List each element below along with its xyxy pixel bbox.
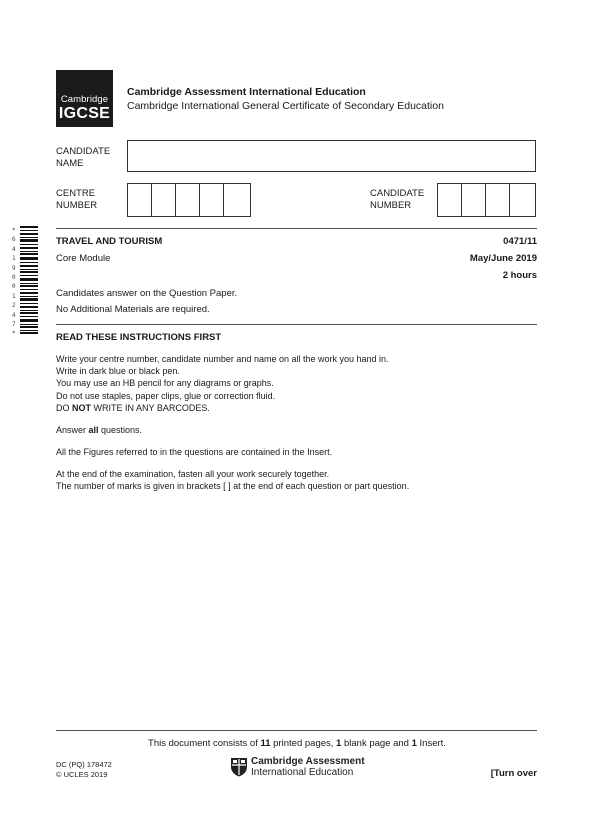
- materials-text: No Additional Materials are required.: [56, 304, 210, 315]
- centre-number-cell[interactable]: [224, 184, 248, 216]
- candidate-number-cell[interactable]: [486, 184, 510, 216]
- instructions-list: [56, 353, 536, 414]
- candidate-number-cell[interactable]: [438, 184, 462, 216]
- instruction-line: Write in dark blue or black pen.: [56, 366, 180, 377]
- logo-main-text: IGCSE: [58, 105, 111, 122]
- centre-number-label: CENTRE NUMBER: [56, 188, 98, 211]
- page-count-text: This document consists of 11 printed pages, 1 blank page and 1 Insert.: [148, 738, 446, 749]
- figures-instruction: All the Figures referred to in the questions are contained in the Insert.: [56, 447, 333, 457]
- instructions-heading: READ THESE INSTRUCTIONS FIRST: [56, 332, 222, 343]
- barcode-digits: * 6 4 1 9 0 0 1 2 4 7 *: [12, 227, 16, 338]
- divider-footer: [56, 730, 537, 731]
- instruction-line: Write your centre number, candidate number and name on all the work you hand in.: [56, 354, 389, 364]
- document-reference: DC (PQ) 178472 © UCLES 2019: [56, 760, 112, 779]
- candidate-number-field[interactable]: [437, 183, 536, 217]
- paper-code: 0471/11: [503, 236, 537, 247]
- component-name: Core Module: [56, 253, 111, 264]
- exam-duration: 2 hours: [502, 270, 537, 281]
- end-instructions: At the end of the examination, fasten all your work securely together. The number of marks is given in brackets [ ] at the end of each question or part question.: [56, 469, 410, 492]
- instruction-line: DO NOT WRITE IN ANY BARCODES.: [56, 402, 210, 413]
- cambridge-wordmark: Cambridge Assessment International Education: [251, 756, 365, 778]
- instruction-line: You may use an HB pencil for any diagrams or graphs.: [56, 378, 274, 389]
- barcode: [20, 226, 38, 334]
- centre-number-cell[interactable]: [200, 184, 224, 216]
- centre-number-cell[interactable]: [176, 184, 200, 216]
- candidate-name-label: CANDIDATE NAME: [56, 146, 111, 169]
- candidate-number-cell[interactable]: [462, 184, 486, 216]
- candidate-number-cell[interactable]: [510, 184, 534, 216]
- candidate-name-field[interactable]: [127, 140, 536, 172]
- qualification-name: Cambridge International General Certificate of Secondary Education: [127, 100, 444, 112]
- igcse-logo: [56, 70, 113, 127]
- divider-instructions: [56, 324, 537, 325]
- logo-top-text: Cambridge: [60, 94, 109, 105]
- centre-number-cell[interactable]: [152, 184, 176, 216]
- cambridge-crest-icon: [230, 757, 248, 777]
- instruction-line: Do not use staples, paper clips, glue or correction fluid.: [56, 390, 276, 401]
- centre-number-field[interactable]: [127, 183, 251, 217]
- centre-number-cell[interactable]: [128, 184, 152, 216]
- exam-session: May/June 2019: [469, 253, 537, 264]
- candidate-number-label: CANDIDATE NUMBER: [370, 188, 425, 211]
- answer-on-text: Candidates answer on the Question Paper.: [56, 288, 238, 299]
- answer-instruction: Answer all questions.: [56, 425, 143, 435]
- organisation-name: Cambridge Assessment International Education: [127, 86, 366, 98]
- subject-title: TRAVEL AND TOURISM: [56, 236, 163, 247]
- divider-top: [56, 228, 537, 229]
- turn-over-text: [Turn over: [490, 768, 537, 779]
